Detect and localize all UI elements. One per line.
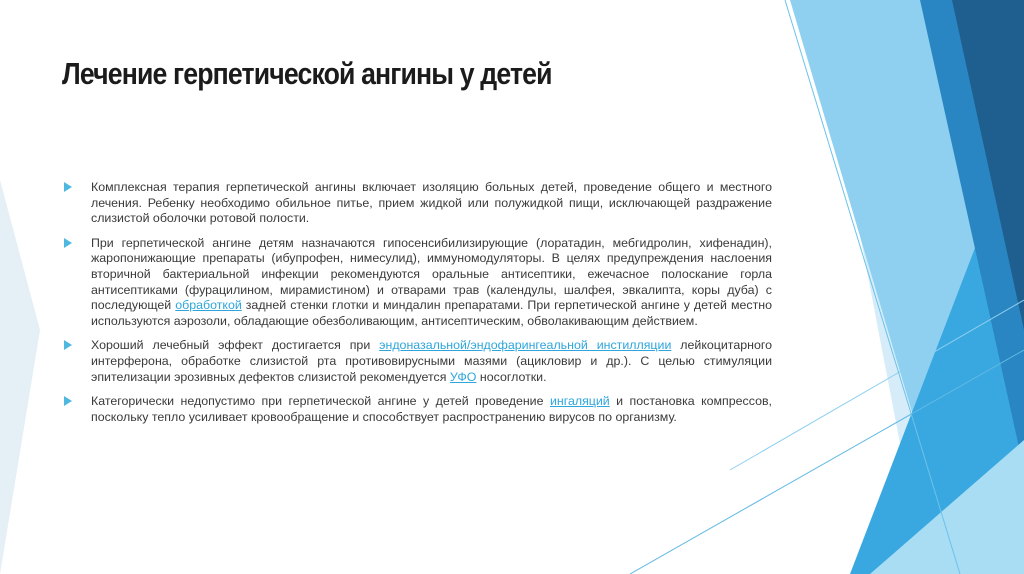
bullet-text: При герпетической ангине детям назначаются гипосенсибилизирующие (лоратадин, мебгидролин, хифенадин), жаропонижающие препараты (ибупрофен, нимесулид), иммуномодуляторы. В целях предупреждения наслоения вторичной бактериальной инфекции рекомендуются оральные антисептики, ежечасное полоскание горла антисептиками (фурацилином, мирамистином) и отварами трав (календулы, шалфея, эвкалипта, коры дуба) с последующей — [91, 235, 772, 313]
bullet-arrow-icon — [64, 396, 72, 406]
bullet-item — [64, 338, 772, 385]
link-obrabotka[interactable]: обработкой — [175, 298, 242, 313]
link-inhalations[interactable]: ингаляций — [549, 394, 610, 409]
bullet-arrow-icon — [64, 340, 72, 350]
bullet-arrow-icon — [64, 182, 72, 192]
deco-shape-light-left — [0, 180, 40, 574]
bullet-text: лейкоцитарного интерферона, обработке слизистой рта противовирусными мазями (ацикловир и др.). С целью стимуляции эпителизации эрозивных дефектов слизистой рекомендуется — [91, 338, 772, 384]
link-instillation[interactable]: эндоназальной/эндофарингеальной инстилляции — [379, 338, 672, 353]
bullet-text: Категорически недопустимо при герпетической ангине у детей проведение — [91, 394, 550, 409]
bullet-text: Комплексная терапия герпетической ангины включает изоляцию больных детей, проведение общего и местного лечения. Ребенку необходимо обильное питье, прием жидкой или полужидкой пищи, исключающей раздражение слизистой оболочки ротовой полости. — [91, 180, 772, 226]
slide-title: Лечение герпетической ангины у детей — [62, 56, 552, 91]
bullet-arrow-icon — [64, 238, 72, 248]
bullet-item — [64, 236, 772, 330]
bullet-item — [64, 180, 772, 227]
slide-content — [64, 180, 772, 434]
bullet-text: Хороший лечебный эффект достигается при — [91, 338, 380, 353]
bullet-text: носоглотки. — [476, 369, 547, 384]
bullet-item — [64, 394, 772, 425]
link-ufo[interactable]: УФО — [449, 369, 477, 384]
bullet-text: задней стенки глотки и миндалин препаратами. При герпетической ангине у детей местно используются аэрозоли, обладающие обезболивающим, антисептическим, обволакивающим действием. — [91, 298, 772, 328]
bullet-text: и постановка компрессов, поскольку тепло усиливает кровообращение и способствует распространению вирусов по организму. — [91, 394, 772, 424]
